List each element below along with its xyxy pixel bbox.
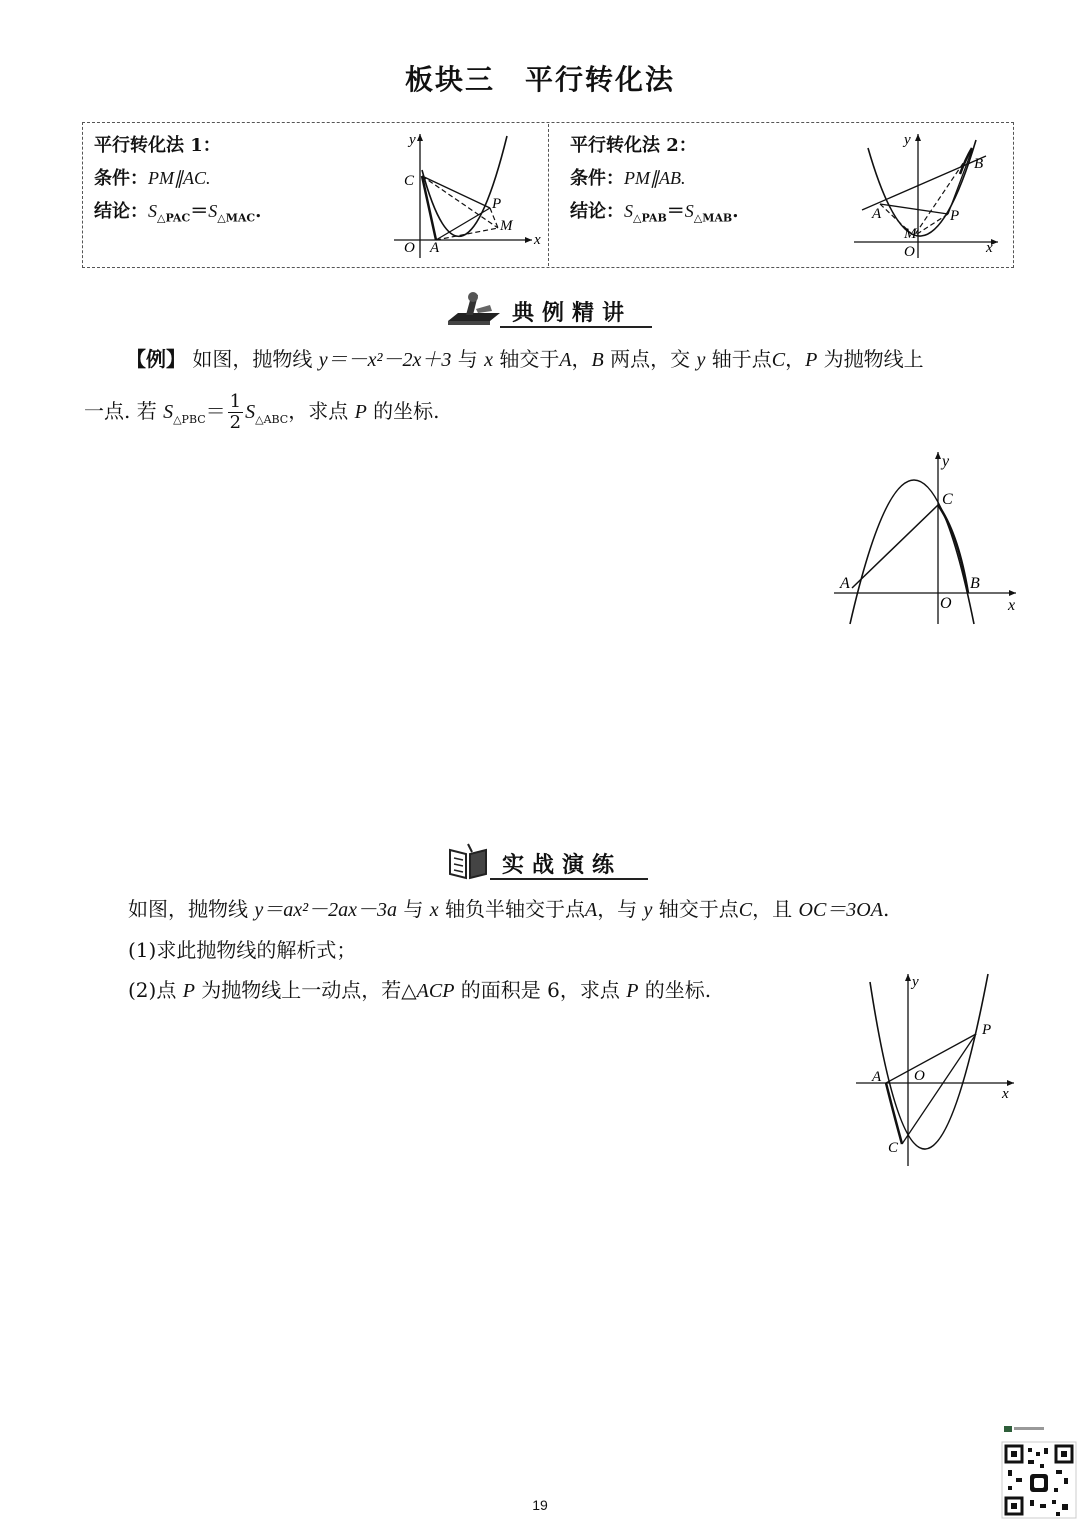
method1-condition: 条件：PM∥AC. xyxy=(94,168,211,189)
practice-question-1: (1)求此抛物线的解析式； xyxy=(128,938,357,962)
section-underline xyxy=(490,878,648,880)
method2-conclusion: 结论：$S_{\triangle PAB}=S_{\triangle MAB}$. xyxy=(570,201,739,225)
fig2-O-label: O xyxy=(904,244,915,260)
pr-A-label: A xyxy=(872,1069,882,1085)
ex-B-label: B xyxy=(970,575,980,592)
pr-P-label: P xyxy=(982,1022,992,1038)
method1-figure xyxy=(392,128,542,260)
method1-conclusion: 结论：$S_{\triangle PAC}=S_{\triangle MAC}$. xyxy=(94,201,262,225)
fig2-B-label: B xyxy=(974,156,984,172)
ex-A-label: A xyxy=(840,575,850,592)
practice-question-2: (2)点 P 为抛物线上一动点，若△ACP 的面积是 6，求点 P 的坐标. xyxy=(128,978,712,1002)
method-box-divider xyxy=(548,124,549,266)
practice-figure xyxy=(852,970,1022,1166)
example-line-2: 一点. 若 $S_{\triangle PBC}=$ $\frac{1}{2}$ $S_{\triangle ABC}$，求点 P 的坐标. xyxy=(84,391,440,433)
fig2-x-label: x xyxy=(986,240,993,256)
book-icon xyxy=(446,842,490,880)
microscope-icon xyxy=(446,287,502,329)
example-figure xyxy=(828,448,1028,628)
ex-C-label: C xyxy=(942,491,953,508)
fig1-C-label: C xyxy=(404,173,415,189)
practice-line-1: 如图，抛物线 y＝ax²－2ax－3a 与 x 轴负半轴交于点A，与 y 轴交于点C，且 OC＝3OA. xyxy=(128,897,890,921)
fig2-P-label: P xyxy=(950,208,960,224)
fig1-P-label: P xyxy=(492,196,502,212)
pr-C-label: C xyxy=(888,1140,899,1156)
fig2-M-label: M xyxy=(904,226,917,242)
ex-O-label: O xyxy=(940,595,952,612)
page-number: 19 xyxy=(532,1497,548,1513)
one-half-fraction: $\frac{1}{2}$ xyxy=(229,391,242,433)
fig1-O-label: O xyxy=(404,240,415,256)
fig1-M-label: M xyxy=(500,218,513,234)
pr-O-label: O xyxy=(914,1068,925,1084)
fig1-y-label: y xyxy=(409,132,416,148)
fig1-x-label: x xyxy=(534,232,541,248)
section-heading-practice: 实战演练 xyxy=(502,852,623,878)
method2-heading: 平行转化法 2： xyxy=(570,135,697,156)
method1-heading: 平行转化法 1： xyxy=(94,135,221,156)
fig1-A-label: A xyxy=(430,240,440,256)
section-underline xyxy=(500,326,652,328)
example-line-1: 【例】 如图，抛物线 y＝－x²－2x＋3 与 x 轴交于A，B 两点，交 y 轴于点C，P 为抛物线上 xyxy=(126,347,924,371)
section-heading-examples: 典例精讲 xyxy=(512,300,633,326)
pr-x-label: x xyxy=(1002,1086,1009,1102)
method2-figure xyxy=(850,128,1005,260)
ex-y-label: y xyxy=(942,453,950,470)
fig2-A-label: A xyxy=(872,206,882,222)
method2-condition: 条件：PM∥AB. xyxy=(570,168,686,189)
method2-text xyxy=(570,130,739,235)
ex-x-label: x xyxy=(1008,597,1016,614)
pr-y-label: y xyxy=(912,974,919,990)
example-tag: 【例】 xyxy=(126,347,186,371)
method1-text xyxy=(94,130,261,235)
fig2-y-label: y xyxy=(904,132,911,148)
page-title: 板块三 平行转化法 xyxy=(404,63,675,96)
